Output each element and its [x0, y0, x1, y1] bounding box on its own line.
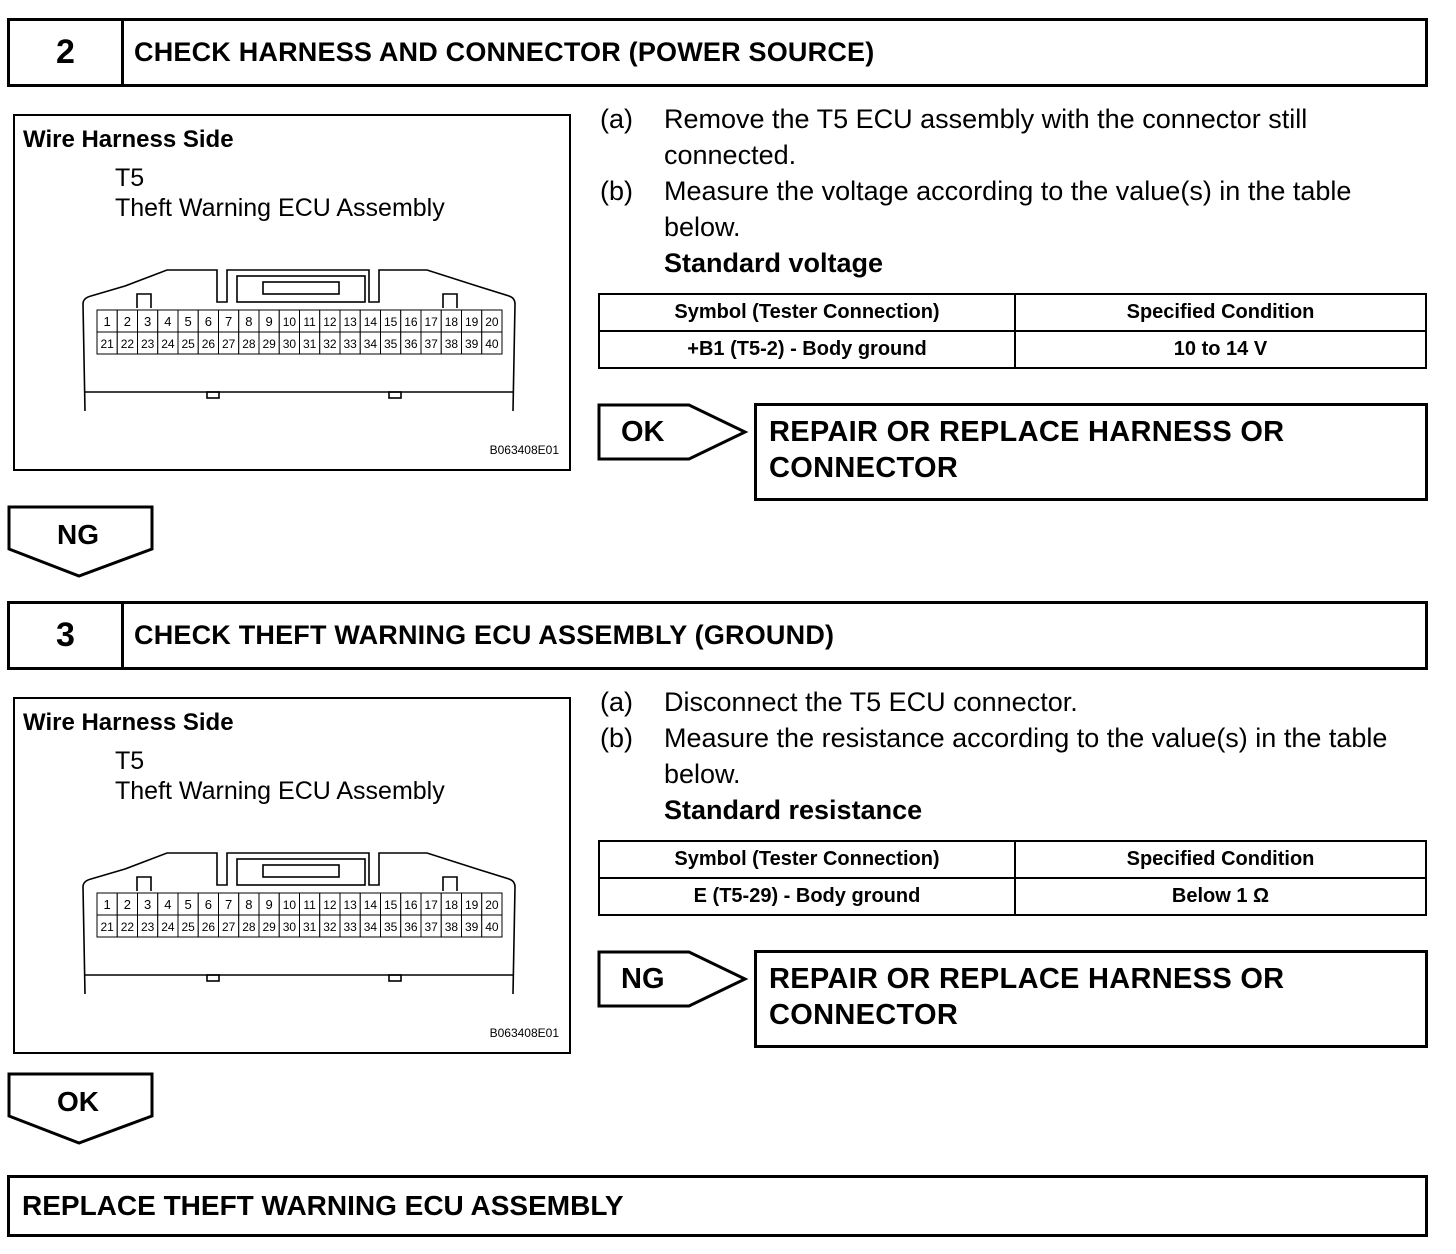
pin-label: 36	[404, 920, 418, 934]
pin-label: 33	[343, 337, 357, 351]
connector-key	[389, 975, 401, 981]
pin-label: 33	[343, 920, 357, 934]
table-cell: Below 1 Ω	[1015, 878, 1426, 915]
pin-label: 9	[265, 314, 273, 329]
pin-label: 19	[464, 898, 479, 912]
pin-label: 36	[404, 337, 418, 351]
pin-label: 26	[201, 337, 216, 351]
connector-figure	[13, 697, 571, 1054]
table-header: Symbol (Tester Connection)	[599, 294, 1015, 331]
pin-label: 30	[282, 337, 297, 351]
pin-label: 2	[123, 314, 131, 329]
pin-label: 27	[221, 920, 236, 934]
pin-label: 2	[123, 897, 131, 912]
figure-code: B063408E01	[489, 443, 559, 457]
down-arrow-label: NG	[57, 519, 99, 550]
final-action-text: REPLACE THEFT WARNING ECU ASSEMBLY	[22, 1190, 624, 1221]
pin-label: 11	[303, 898, 316, 912]
step-text: Measure the voltage according to the value(s) in the table below.	[664, 176, 1352, 242]
pin-label: 24	[161, 337, 175, 351]
pin-label: 11	[303, 315, 316, 329]
step-title: CHECK THEFT WARNING ECU ASSEMBLY (GROUND)	[134, 620, 835, 650]
pin-label: 32	[323, 337, 337, 351]
pin-label: 38	[444, 337, 459, 351]
figure-code: B063408E01	[489, 1026, 559, 1040]
standard-label: Standard voltage	[664, 248, 884, 278]
step-2-header	[7, 18, 1428, 87]
step-title: CHECK HARNESS AND CONNECTOR (POWER SOURCE)	[134, 37, 875, 67]
pin-label: 21	[100, 920, 114, 934]
pin-label: 1	[103, 314, 111, 329]
pin-label: 4	[164, 314, 172, 329]
step-number: 3	[10, 604, 124, 667]
down-arrow-ok	[7, 1072, 155, 1146]
pin-label: 31	[302, 337, 317, 351]
spec-table	[598, 840, 1427, 916]
connector-name: Theft Warning ECU Assembly	[115, 777, 445, 805]
table-row	[599, 331, 1426, 368]
pin-label: 20	[485, 315, 499, 329]
pin-label: 37	[424, 337, 438, 351]
pin-label: 22	[120, 920, 135, 934]
pin-label: 9	[265, 897, 273, 912]
step-label: (b)	[600, 723, 633, 753]
step-a	[600, 684, 1430, 720]
table-header-row	[599, 841, 1426, 878]
connector-name: Theft Warning ECU Assembly	[115, 194, 445, 222]
table-header-row	[599, 294, 1426, 331]
connector-notch	[443, 877, 457, 891]
branch-label: NG	[621, 963, 665, 995]
pin-label: 16	[404, 315, 418, 329]
step-3-header	[7, 601, 1428, 670]
pin-label: 40	[485, 920, 499, 934]
table-cell: E (T5-29) - Body ground	[599, 878, 1015, 915]
pin-label: 7	[225, 897, 233, 912]
table-cell: 10 to 14 V	[1015, 331, 1426, 368]
pin-label: 16	[404, 898, 418, 912]
connector-key	[207, 975, 219, 981]
pin-label: 40	[485, 337, 499, 351]
pin-label: 14	[363, 315, 378, 329]
connector-id: T5	[115, 164, 145, 192]
pin-label: 20	[485, 898, 499, 912]
branch-arrow-ng	[597, 950, 749, 1008]
table-row	[599, 878, 1426, 915]
pin-label: 8	[245, 314, 253, 329]
table-cell: +B1 (T5-2) - Body ground	[599, 331, 1015, 368]
connector-latch	[237, 859, 365, 885]
step-label: (b)	[600, 176, 633, 206]
pin-label: 18	[444, 315, 459, 329]
pin-label: 29	[262, 337, 276, 351]
pin-label: 8	[245, 897, 253, 912]
pin-label: 31	[302, 920, 317, 934]
pin-label: 23	[140, 920, 155, 934]
pin-label: 28	[242, 920, 256, 934]
pin-label: 34	[363, 920, 378, 934]
connector-key	[389, 392, 401, 398]
connector-latch	[237, 276, 365, 302]
pin-label: 25	[181, 337, 195, 351]
step-text: Measure the resistance according to the value(s) in the table below.	[664, 723, 1388, 789]
pin-label: 6	[204, 897, 212, 912]
pin-label: 21	[100, 337, 114, 351]
pin-label: 24	[161, 920, 175, 934]
result-text: REPAIR OR REPLACE HARNESS OR CONNECTOR	[769, 416, 1285, 484]
connector-latch-tab	[263, 865, 339, 877]
pin-label: 4	[164, 897, 172, 912]
pin-label: 10	[282, 315, 297, 329]
connector-figure	[13, 114, 571, 471]
pin-label: 13	[343, 898, 357, 912]
figure-title: Wire Harness Side	[23, 126, 234, 153]
table-header: Symbol (Tester Connection)	[599, 841, 1015, 878]
pin-label: 22	[120, 337, 135, 351]
connector-notch	[137, 877, 151, 891]
step-a	[600, 101, 1430, 173]
connector-latch-tab	[263, 282, 339, 294]
connector-notch	[137, 294, 151, 308]
step-label: (a)	[600, 687, 633, 717]
instructions	[600, 684, 1430, 828]
step-label: (a)	[600, 104, 633, 134]
pin-label: 37	[424, 920, 438, 934]
table-header: Specified Condition	[1015, 841, 1426, 878]
final-action	[7, 1175, 1428, 1237]
pin-label: 12	[323, 315, 337, 329]
pin-label: 35	[383, 920, 398, 934]
pin-label: 6	[204, 314, 212, 329]
pin-label: 5	[184, 314, 192, 329]
pin-label: 32	[323, 920, 337, 934]
standard-label: Standard resistance	[664, 795, 923, 825]
pin-label: 7	[225, 314, 233, 329]
pin-label: 14	[363, 898, 378, 912]
pin-label: 10	[282, 898, 297, 912]
branch-label: OK	[621, 416, 665, 448]
branch-arrow-ok	[597, 403, 749, 461]
pin-label: 13	[343, 315, 357, 329]
pin-label: 35	[383, 337, 398, 351]
pin-label: 25	[181, 920, 195, 934]
result-box	[754, 950, 1428, 1048]
pin-label: 28	[242, 337, 256, 351]
pin-label: 39	[464, 920, 479, 934]
connector-key	[207, 392, 219, 398]
pin-label: 3	[144, 897, 152, 912]
down-arrow-ng	[7, 505, 155, 579]
connector-id: T5	[115, 747, 145, 775]
pin-label: 39	[464, 337, 479, 351]
step-text: Disconnect the T5 ECU connector.	[664, 687, 1078, 717]
pin-label: 23	[140, 337, 155, 351]
pin-label: 17	[424, 898, 438, 912]
pin-label: 18	[444, 898, 459, 912]
result-box	[754, 403, 1428, 501]
step-b	[600, 720, 1430, 792]
pin-label: 15	[383, 898, 398, 912]
instructions	[600, 101, 1430, 281]
pin-label: 30	[282, 920, 297, 934]
connector-diagram	[77, 266, 517, 411]
pin-label: 15	[383, 315, 398, 329]
pin-label: 29	[262, 920, 276, 934]
pin-label: 3	[144, 314, 152, 329]
step-number: 2	[10, 21, 124, 84]
pin-label: 27	[221, 337, 236, 351]
pin-label: 34	[363, 337, 378, 351]
spec-table	[598, 293, 1427, 369]
pin-label: 5	[184, 897, 192, 912]
down-arrow-label: OK	[57, 1086, 99, 1117]
step-text: Remove the T5 ECU assembly with the connector still connected.	[664, 104, 1308, 170]
table-header: Specified Condition	[1015, 294, 1426, 331]
result-text: REPAIR OR REPLACE HARNESS OR CONNECTOR	[769, 963, 1285, 1031]
pin-label: 17	[424, 315, 438, 329]
pin-label: 38	[444, 920, 459, 934]
connector-notch	[443, 294, 457, 308]
figure-title: Wire Harness Side	[23, 709, 234, 736]
connector-diagram	[77, 849, 517, 994]
pin-label: 1	[103, 897, 111, 912]
pin-label: 12	[323, 898, 337, 912]
pin-label: 19	[464, 315, 479, 329]
step-b	[600, 173, 1430, 245]
pin-label: 26	[201, 920, 216, 934]
